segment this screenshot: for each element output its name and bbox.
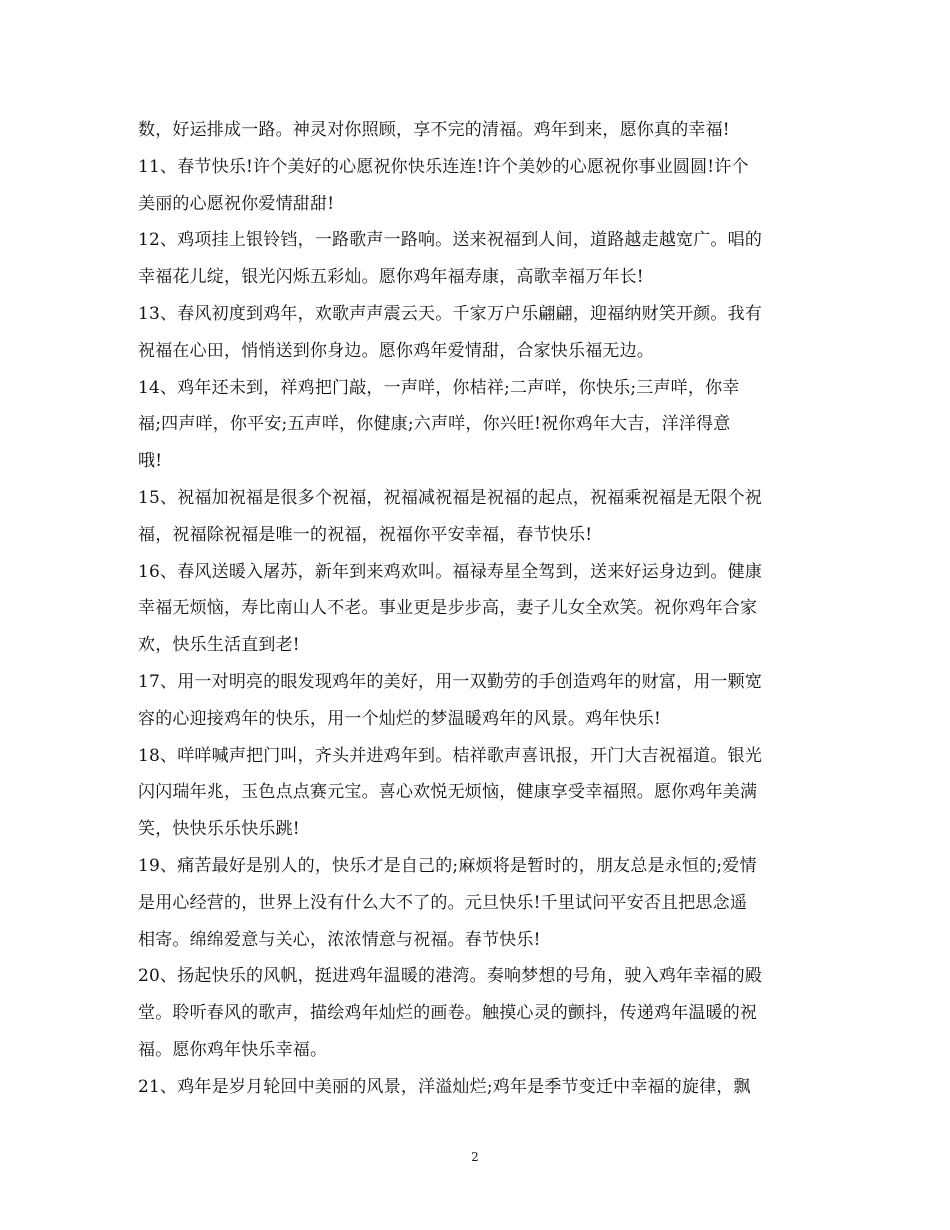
text-line: 是用心经营的，世界上没有什么大不了的。元旦快乐!千里试问平安否且把思念遥: [138, 892, 748, 913]
text-line: 13、春风初度到鸡年，欢歌声声震云天。千家万户乐翩翩，迎福纳财笑开颜。我有: [138, 303, 763, 324]
text-line: 福;四声咩，你平安;五声咩，你健康;六声咩，你兴旺!祝你鸡年大吉，洋洋得意: [138, 414, 731, 435]
page-number: 2: [471, 1150, 479, 1164]
text-line: 哦!: [138, 451, 163, 472]
text-line: 福，祝福除祝福是唯一的祝福，祝福你平安幸福，春节快乐!: [138, 524, 593, 545]
text-line: 20、扬起快乐的风帆，挺进鸡年温暖的港湾。奏响梦想的号角，驶入鸡年幸福的殿: [138, 966, 763, 987]
text-line: 容的心迎接鸡年的快乐，用一个灿烂的梦温暖鸡年的风景。鸡年快乐!: [138, 708, 662, 729]
text-line: 幸福无烦恼，寿比南山人不老。事业更是步步高，妻子儿女全欢笑。祝你鸡年合家: [138, 598, 758, 619]
body-text: [138, 112, 814, 1106]
text-line: 笑，快快乐乐快乐跳!: [138, 819, 300, 840]
text-line: 欢，快乐生活直到老!: [138, 635, 300, 656]
text-line: 17、用一对明亮的眼发现鸡年的美好，用一双勤劳的手创造鸡年的财富，用一颗宽: [138, 671, 763, 692]
text-line: 福。愿你鸡年快乐幸福。: [138, 1039, 328, 1060]
text-line: 堂。聆听春风的歌声，描绘鸡年灿烂的画卷。触摸心灵的颤抖，传递鸡年温暖的祝: [138, 1003, 758, 1024]
text-line: 14、鸡年还未到，祥鸡把门敲，一声咩，你桔祥;二声咩，你快乐;三声咩，你幸: [138, 377, 740, 398]
text-line: 美丽的心愿祝你爱情甜甜!: [138, 193, 335, 214]
text-line: 12、鸡项挂上银铃铛，一路歌声一路响。送来祝福到人间，道路越走越宽广。唱的: [138, 230, 763, 251]
text-line: 祝福在心田，悄悄送到你身边。愿你鸡年爱情甜，合家快乐福无边。: [138, 340, 654, 361]
text-line: 19、痛苦最好是别人的，快乐才是自己的;麻烦将是暂时的，朋友总是永恒的;爱情: [138, 855, 757, 876]
text-line: 21、鸡年是岁月轮回中美丽的风景，洋溢灿烂;鸡年是季节变迁中幸福的旋律，飘: [138, 1076, 751, 1097]
text-line: 16、春风送暖入屠苏，新年到来鸡欢叫。福禄寿星全驾到，送来好运身边到。健康: [138, 561, 763, 582]
text-line: 数，好运排成一路。神灵对你照顾，享不完的清福。鸡年到来，愿你真的幸福!: [138, 120, 730, 140]
text-line: 18、咩咩喊声把门叫，齐头并进鸡年到。桔祥歌声喜讯报，开门大吉祝福道。银光: [138, 745, 763, 766]
text-line: 15、祝福加祝福是很多个祝福，祝福减祝福是祝福的起点，祝福乘祝福是无限个祝: [138, 487, 763, 508]
text-line: 11、春节快乐!许个美好的心愿祝你快乐连连!许个美妙的心愿祝你事业圆圆!许个: [138, 156, 749, 177]
text-line: 幸福花儿绽，银光闪烁五彩灿。愿你鸡年福寿康，高歌幸福万年长!: [138, 267, 644, 288]
text-line: 相寄。绵绵爱意与关心，浓浓情意与祝福。春节快乐!: [138, 929, 541, 950]
text-line: 闪闪瑞年兆，玉色点点赛元宝。喜心欢悦无烦恼，健康享受幸福照。愿你鸡年美满: [138, 782, 758, 803]
